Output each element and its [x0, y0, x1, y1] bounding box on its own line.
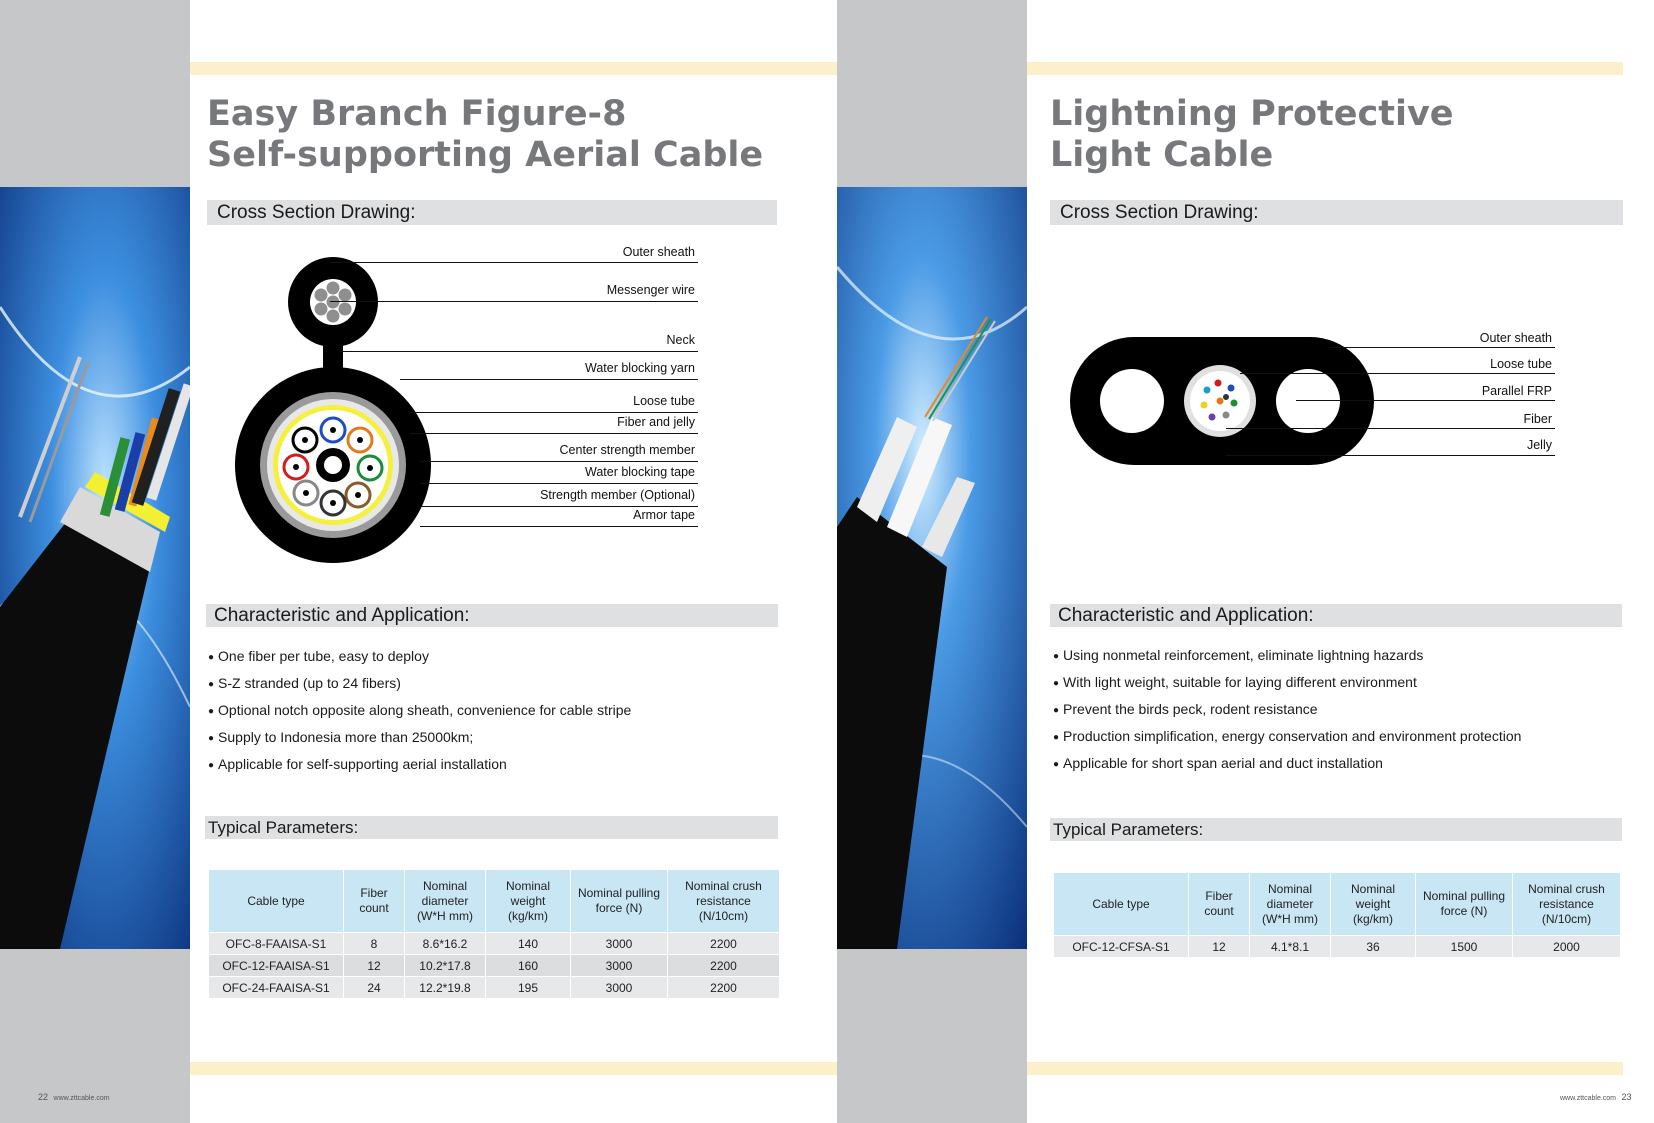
table-cell: 3000 [571, 955, 668, 977]
label-right-loose-tube: Loose tube [1490, 357, 1552, 371]
left-th-pulling-force: Nominal pulling force (N) [571, 870, 668, 933]
table-row [209, 933, 780, 955]
right-bottom-accent-bar [1027, 1062, 1623, 1075]
right-th-nominal-diameter: Nominal diameter (W*H mm) [1250, 873, 1331, 936]
leader-messenger-wire [330, 301, 698, 302]
left-table-header-row [209, 870, 780, 933]
right-title-line-1: Lightning Protective [1050, 94, 1454, 134]
leader-right-jelly [1226, 455, 1555, 456]
left-bullet-2: ● S-Z stranded (up to 24 fibers) [208, 671, 778, 698]
leader-right-loose-tube [1240, 373, 1555, 374]
right-bullet-5: ● Applicable for short span aerial and duct installation [1053, 751, 1623, 778]
leader-right-fiber [1226, 428, 1555, 429]
table-cell: 3000 [571, 933, 668, 955]
left-bullet-1: ● One fiber per tube, easy to deploy [208, 644, 778, 671]
left-bullet-5: ● Applicable for self-supporting aerial installation [208, 752, 778, 779]
right-th-nominal-weight: Nominal weight (kg/km) [1331, 873, 1416, 936]
label-right-jelly: Jelly [1526, 438, 1552, 452]
table-cell: 2200 [668, 933, 780, 955]
table-row [209, 955, 780, 977]
leader-armor-tape [420, 526, 698, 527]
leader-outer-sheath [330, 262, 698, 263]
left-th-cable-type: Cable type [209, 870, 344, 933]
right-params-heading: Typical Parameters: [1050, 818, 1622, 841]
leader-fiber-and-jelly [410, 433, 698, 434]
table-cell: 36 [1331, 936, 1416, 958]
table-cell: 140 [486, 933, 571, 955]
label-water-blocking-yarn: Water blocking yarn [585, 361, 695, 375]
right-bullet-1: ● Using nonmetal reinforcement, eliminate lightning hazards [1053, 643, 1623, 670]
left-page-number: 22 [38, 1092, 49, 1102]
label-fiber-and-jelly: Fiber and jelly [617, 415, 695, 429]
label-center-strength-member: Center strength member [559, 443, 695, 457]
right-th-fiber-count: Fiber count [1189, 873, 1250, 936]
label-outer-sheath: Outer sheath [622, 245, 695, 259]
figure8-cable-diagram [230, 250, 700, 570]
right-params-table [1053, 872, 1621, 958]
label-loose-tube: Loose tube [633, 394, 695, 408]
label-right-fiber: Fiber [1523, 412, 1552, 426]
leader-strength-member-optional [420, 506, 698, 507]
flat-cable-diagram [1068, 335, 1378, 470]
table-cell: 12.2*19.8 [405, 977, 486, 999]
leader-loose-tube [410, 412, 698, 413]
table-cell: OFC-12-FAAISA-S1 [209, 955, 344, 977]
left-th-nominal-weight: Nominal weight (kg/km) [486, 870, 571, 933]
right-th-pulling-force: Nominal pulling force (N) [1416, 873, 1513, 936]
label-right-outer-sheath: Outer sheath [1479, 331, 1552, 345]
table-cell: 3000 [571, 977, 668, 999]
right-characteristic-list [1053, 643, 1623, 778]
table-cell: 1500 [1416, 936, 1513, 958]
label-neck: Neck [666, 333, 695, 347]
left-bottom-accent-bar [190, 1062, 837, 1075]
table-cell: OFC-8-FAAISA-S1 [209, 933, 344, 955]
table-cell: 2200 [668, 955, 780, 977]
label-right-parallel-frp: Parallel FRP [1481, 384, 1552, 398]
left-th-nominal-diameter: Nominal diameter (W*H mm) [405, 870, 486, 933]
right-title-line-2: Light Cable [1050, 135, 1274, 175]
table-cell: 8 [344, 933, 405, 955]
left-th-crush-resistance: Nominal crush resistance (N/10cm) [668, 870, 780, 933]
left-th-fiber-count: Fiber count [344, 870, 405, 933]
left-params-heading: Typical Parameters: [205, 816, 778, 839]
table-cell: 12 [1189, 936, 1250, 958]
right-page-number: 23 [1621, 1092, 1632, 1102]
table-cell: 160 [486, 955, 571, 977]
right-bullet-4: ● Production simplification, energy conservation and environment protection [1053, 724, 1623, 751]
right-cable-photo [837, 187, 1027, 949]
left-characteristic-heading: Characteristic and Application: [206, 604, 778, 627]
table-cell: 24 [344, 977, 405, 999]
left-footer [38, 1092, 110, 1102]
right-top-accent-bar [1027, 62, 1623, 75]
label-armor-tape: Armor tape [633, 508, 695, 522]
right-table-header-row [1054, 873, 1621, 936]
table-cell: 12 [344, 955, 405, 977]
table-row [209, 977, 780, 999]
table-cell: 10.2*17.8 [405, 955, 486, 977]
left-bullet-3: ● Optional notch opposite along sheath, convenience for cable stripe [208, 698, 778, 725]
left-title-line-1: Easy Branch Figure-8 [207, 94, 627, 134]
table-cell: 195 [486, 977, 571, 999]
table-cell: 2200 [668, 977, 780, 999]
left-top-accent-bar [190, 62, 837, 75]
table-cell: OFC-12-CFSA-S1 [1054, 936, 1189, 958]
label-messenger-wire: Messenger wire [606, 283, 695, 297]
left-bullet-4: ● Supply to Indonesia more than 25000km; [208, 725, 778, 752]
table-cell: 2000 [1513, 936, 1621, 958]
label-strength-member-optional: Strength member (Optional) [540, 488, 695, 502]
left-page-title [207, 94, 827, 176]
right-bullet-3: ● Prevent the birds peck, rodent resistance [1053, 697, 1623, 724]
left-cable-photo [0, 187, 190, 949]
right-page-title [1050, 94, 1610, 176]
right-th-cable-type: Cable type [1054, 873, 1189, 936]
label-water-blocking-tape: Water blocking tape [584, 465, 695, 479]
right-website: www.zttcable.com [1560, 1095, 1617, 1102]
leader-center-strength-member [420, 461, 698, 462]
leader-right-parallel-frp [1296, 400, 1555, 401]
leader-water-blocking-yarn [400, 379, 698, 380]
right-th-crush-resistance: Nominal crush resistance (N/10cm) [1513, 873, 1621, 936]
leader-neck [340, 351, 698, 352]
leader-right-outer-sheath [1330, 347, 1555, 348]
table-cell: 8.6*16.2 [405, 933, 486, 955]
right-cross-section-heading: Cross Section Drawing: [1050, 200, 1623, 225]
table-cell: OFC-24-FAAISA-S1 [209, 977, 344, 999]
right-footer [1560, 1092, 1632, 1102]
right-cross-section-drawing [1068, 335, 1378, 470]
left-params-table [208, 869, 780, 999]
right-characteristic-heading: Characteristic and Application: [1050, 604, 1622, 627]
left-characteristic-list [208, 644, 778, 779]
table-cell: 4.1*8.1 [1250, 936, 1331, 958]
right-bullet-2: ● With light weight, suitable for laying different environment [1053, 670, 1623, 697]
left-website: www.zttcable.com [53, 1095, 110, 1102]
left-cross-section-drawing [230, 250, 700, 570]
leader-water-blocking-tape [420, 483, 698, 484]
table-row [1054, 936, 1621, 958]
left-title-line-2: Self-supporting Aerial Cable [207, 135, 764, 175]
left-cross-section-heading: Cross Section Drawing: [207, 200, 777, 225]
